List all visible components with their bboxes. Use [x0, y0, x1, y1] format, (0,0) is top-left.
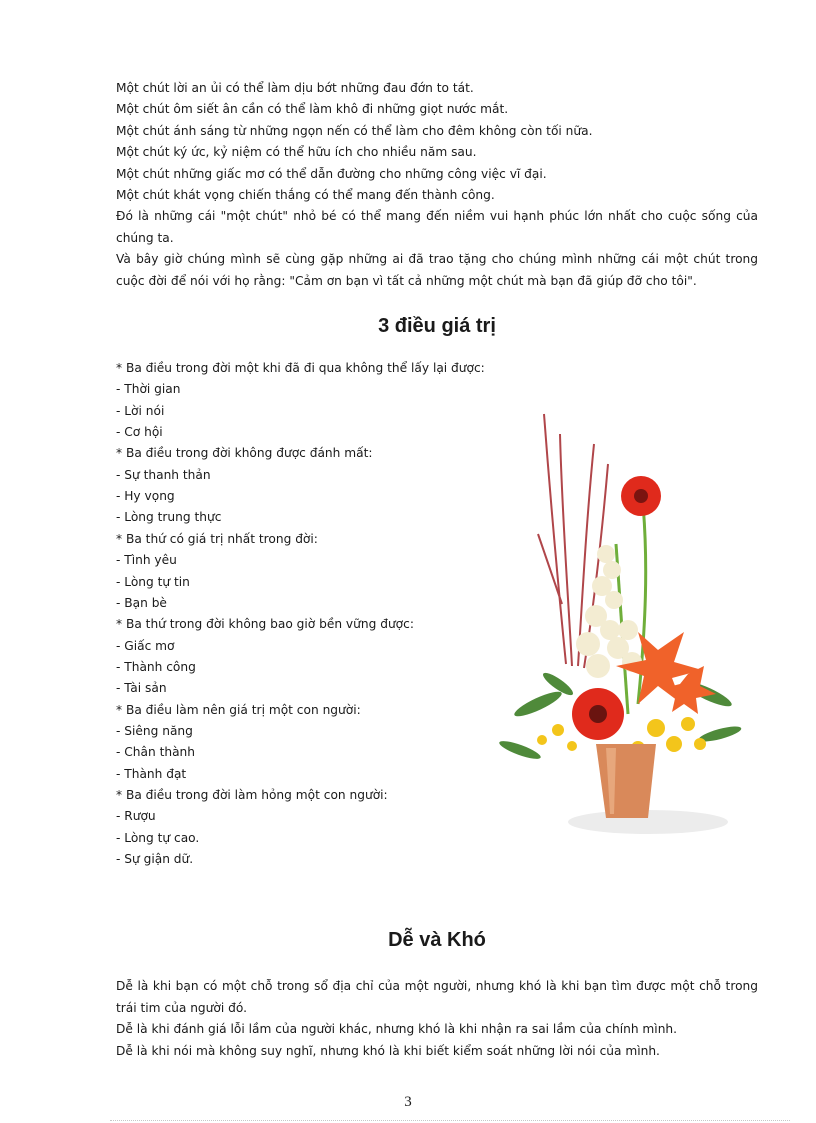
easy-hard-paragraph: Dễ là khi bạn có một chỗ trong sổ địa chỉ của một người, nhưng khó là khi bạn tìm được một chỗ trong trái tim của người đó.	[116, 979, 758, 1015]
intro-paragraph: Và bây giờ chúng mình sẽ cùng gặp những ai đã trao tặng cho chúng mình những cái một chút trong cuộc đời để nói với họ rằng: "Cảm ơn bạn vì tất cả những một chút mà bạn đã giúp đỡ cho tôi".	[116, 252, 758, 288]
list-item: - Sự giận dữ.	[116, 851, 194, 866]
footer-divider	[110, 1120, 790, 1121]
list-item: - Thành đạt	[116, 766, 187, 781]
intro-section	[116, 78, 758, 292]
list-item: * Ba điều trong đời không được đánh mất:	[116, 446, 373, 461]
intro-paragraph: Một chút ký ức, kỷ niệm có thể hữu ích cho nhiều năm sau.	[116, 145, 477, 160]
intro-paragraph: Một chút ánh sáng từ những ngọn nến có thể làm cho đêm không còn tối nữa.	[116, 123, 593, 138]
list-item: * Ba thứ có giá trị nhất trong đời:	[116, 531, 318, 546]
intro-paragraph: Một chút những giấc mơ có thể dẫn đường cho những công việc vĩ đại.	[116, 166, 547, 181]
page-number: 3	[404, 1094, 412, 1110]
easy-hard-section	[116, 976, 758, 1062]
orange-lilies	[616, 632, 716, 714]
intro-paragraph: Đó là những cái "một chút" nhỏ bé có thể mang đến niềm vui hạnh phúc lớn nhất cho cuộc sống của chúng ta.	[116, 209, 758, 245]
intro-paragraph: Một chút khát vọng chiến thắng có thể mang đến thành công.	[116, 188, 495, 203]
list-item: * Ba thứ trong đời không bao giờ bền vững được:	[116, 617, 414, 632]
terracotta-vase	[596, 744, 656, 818]
list-item: * Ba điều làm nên giá trị một con người:	[116, 702, 361, 717]
list-item: - Bạn bè	[116, 595, 167, 610]
list-item: - Lòng tự tin	[116, 574, 190, 589]
easy-hard-paragraph: Dễ là khi đánh giá lỗi lầm của người khác, nhưng khó là khi nhận ra sai lầm của chính mình.	[116, 1022, 678, 1037]
list-item: - Hy vọng	[116, 489, 175, 504]
list-item: - Rượu	[116, 809, 156, 824]
easy-hard-paragraph: Dễ là khi nói mà không suy nghĩ, nhưng khó là khi biết kiểm soát những lời nói của mình.	[116, 1043, 660, 1058]
flower-arrangement-image	[498, 404, 748, 844]
list-item: - Thành công	[116, 659, 196, 674]
section-title-3-values: 3 điều giá trị	[378, 315, 496, 338]
list-item: - Cơ hội	[116, 425, 163, 440]
list-item: - Tài sản	[116, 681, 167, 696]
list-item: - Giấc mơ	[116, 638, 175, 653]
red-gerbera-center	[572, 688, 624, 740]
list-item: * Ba điều trong đời làm hỏng một con người:	[116, 787, 388, 802]
list-item: - Lòng trung thực	[116, 510, 222, 525]
list-item: * Ba điều trong đời một khi đã đi qua không thể lấy lại được:	[116, 361, 485, 376]
intro-paragraph: Một chút ôm siết ân cần có thể làm khô đi những giọt nước mắt.	[116, 102, 509, 117]
list-item: - Siêng năng	[116, 723, 193, 738]
list-item: - Lời nói	[116, 403, 165, 418]
list-item: - Tình yêu	[116, 553, 177, 568]
flower-stems	[616, 504, 646, 714]
intro-paragraph: Một chút lời an ủi có thể làm dịu bớt những đau đớn to tát.	[116, 81, 474, 95]
list-item: - Sự thanh thản	[116, 467, 211, 482]
list-item: - Chân thành	[116, 745, 195, 760]
red-twigs	[538, 414, 608, 668]
list-item: - Thời gian	[116, 382, 181, 397]
list-item: - Lòng tự cao.	[116, 830, 200, 845]
section-title-easy-hard: Dễ và Khó	[388, 929, 486, 952]
red-gerbera-top	[621, 476, 661, 516]
